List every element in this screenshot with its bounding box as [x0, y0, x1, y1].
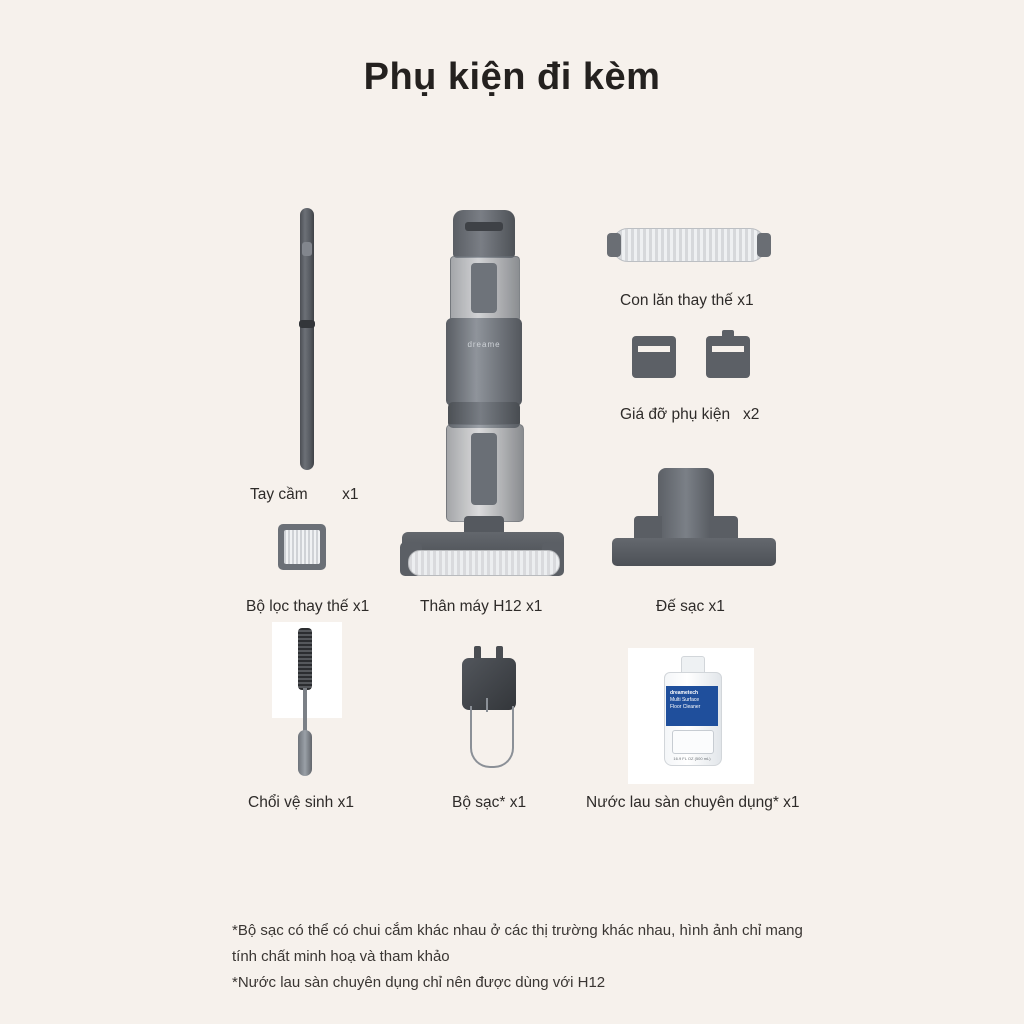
handle-ring-detail	[299, 320, 315, 328]
floor-head-roller	[408, 550, 560, 576]
main-body-image	[398, 210, 566, 568]
charger-adapter-image	[462, 658, 516, 710]
caption-detergent: Nước lau sàn chuyên dụng* x1	[586, 794, 800, 811]
detergent-label-line1: dreametech	[670, 690, 699, 696]
detergent-bottle-volume: 16.9 FL OZ (500 mL)	[673, 756, 711, 761]
page-title: Phụ kiện đi kèm	[363, 56, 661, 98]
caption-cleaning-brush: Chổi vệ sinh x1	[248, 794, 354, 811]
caption-accessory-holder: Giá đỡ phụ kiện x2	[620, 406, 760, 423]
detergent-bottle-window	[672, 730, 714, 754]
caption-replacement-roller: Con lăn thay thế x1	[620, 292, 754, 309]
dirty-water-tank-detail	[446, 424, 524, 522]
brand-mark: dreame	[467, 340, 501, 349]
charger-cable	[470, 706, 514, 768]
clean-water-tank-detail	[450, 256, 520, 322]
handle-tube-image	[300, 208, 314, 470]
body-top-detail	[453, 210, 515, 258]
footnotes	[232, 918, 832, 996]
caption-main-body: Thân máy H12 x1	[420, 598, 543, 615]
cleaning-brush-bristles	[298, 628, 312, 690]
body-middle-detail	[446, 318, 522, 406]
detergent-bottle-label	[666, 686, 718, 726]
footnote-detergent: *Nước lau sàn chuyên dụng chỉ nên được dùng với H12	[232, 974, 606, 991]
caption-charging-dock: Đế sạc x1	[656, 598, 725, 615]
detergent-label-line3: Floor Cleaner	[670, 704, 701, 710]
caption-charger: Bộ sạc* x1	[452, 794, 527, 811]
replacement-roller-image	[612, 228, 766, 262]
detergent-label-line2: Multi Surface	[670, 697, 700, 703]
accessory-holder-image-1	[632, 336, 676, 378]
accessory-holder-image-2	[706, 336, 750, 378]
caption-replacement-filter: Bộ lọc thay thế x1	[246, 598, 370, 615]
charging-dock-base	[612, 538, 776, 566]
charging-dock-stem	[658, 468, 714, 542]
caption-handle: Tay cầm x1	[250, 486, 359, 503]
footnote-charger: *Bộ sạc có thể có chui cắm khác nhau ở các thị trường khác nhau, hình ảnh chỉ mang tính chất minh hoạ và tham khảo	[232, 922, 803, 965]
replacement-filter-image	[278, 524, 326, 570]
cleaning-brush-shaft	[303, 688, 307, 734]
cleaning-brush-handle	[298, 730, 312, 776]
